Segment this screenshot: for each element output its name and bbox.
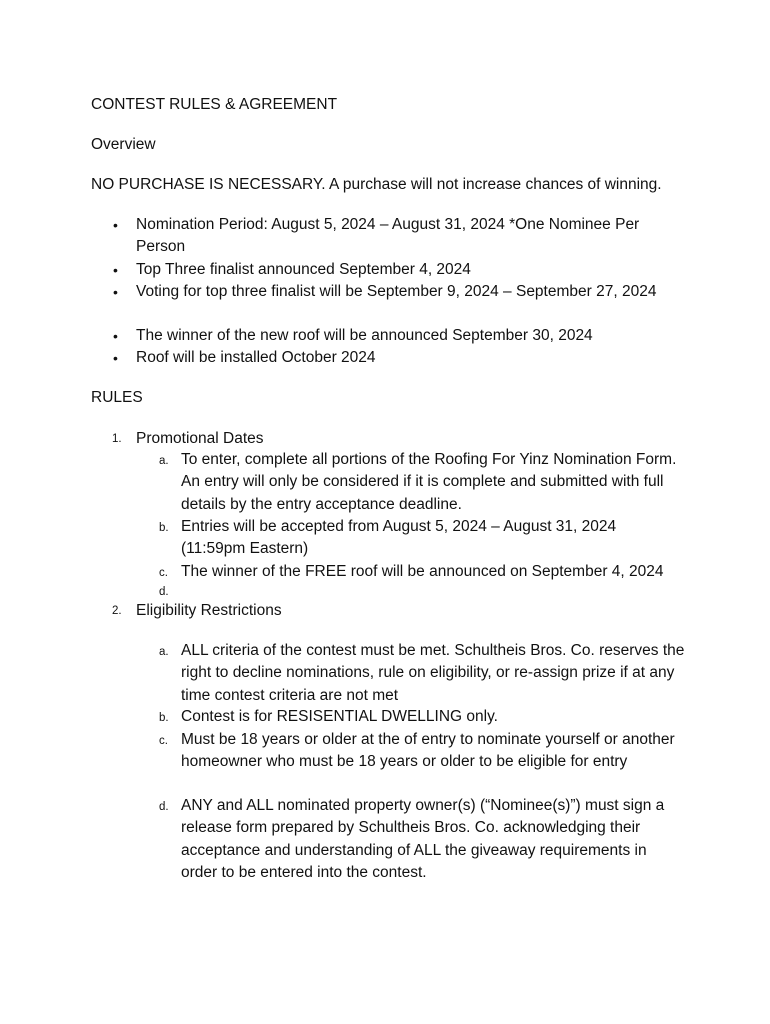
item-marker: b. (159, 522, 169, 534)
rule-item-text: Entries will be accepted from August 5, 2024 – August 31, 2024 (11:59pm Eastern) (181, 518, 617, 558)
bullet-icon: • (113, 217, 118, 233)
list-item-text: Voting for top three finalist will be September 9, 2024 – September 27, 2024 (136, 283, 657, 300)
item-marker: c. (159, 735, 168, 747)
rule-item-text: The winner of the FREE roof will be announced on September 4, 2024 (181, 563, 664, 580)
item-marker: b. (159, 712, 169, 724)
bullet-icon: • (113, 328, 118, 344)
section-number: 2. (112, 605, 122, 617)
item-marker: c. (159, 567, 168, 579)
list-item-text: Top Three finalist announced September 4, 2024 (136, 261, 471, 278)
item-marker: d. (159, 586, 169, 598)
section-title: Eligibility Restrictions (136, 602, 282, 619)
rule-item-text: To enter, complete all portions of the Roofing For Yinz Nomination Form. An entry will only be considered if it is complete and submitted with full details by the entry acceptance deadline. (181, 451, 677, 513)
bullet-icon: • (113, 262, 118, 278)
section-number: 1. (112, 433, 122, 445)
item-marker: d. (159, 801, 169, 813)
list-item-text: The winner of the new roof will be announced September 30, 2024 (136, 327, 593, 344)
item-marker: a. (159, 455, 169, 467)
item-marker: a. (159, 646, 169, 658)
bullet-icon: • (113, 350, 118, 366)
list-item-text: Roof will be installed October 2024 (136, 349, 376, 366)
list-item-text: Nomination Period: August 5, 2024 – August 31, 2024 *One Nominee Per Person (136, 216, 640, 256)
rules-heading: RULES (91, 389, 143, 406)
document-title: CONTEST RULES & AGREEMENT (91, 96, 338, 113)
no-purchase-statement: NO PURCHASE IS NECESSARY. A purchase will not increase chances of winning. (91, 176, 662, 193)
rule-item-text: ANY and ALL nominated property owner(s) (“Nominee(s)”) must sign a release form prepared by Schultheis Bros. Co. acknowledging their acceptance and understanding of ALL the giveaway requirements in order to be entered into the contest. (181, 797, 665, 882)
rule-item-text: Must be 18 years or older at the of entry to nominate yourself or another homeowner who must be 18 years or older to be eligible for entry (181, 731, 675, 771)
rule-item-text: Contest is for RESISENTIAL DWELLING only. (181, 708, 498, 725)
overview-heading: Overview (91, 136, 156, 153)
rule-item-text: ALL criteria of the contest must be met. Schultheis Bros. Co. reserves the right to decline nominations, rule on eligibility, or re-assign prize if at any time contest criteria are not met (181, 642, 685, 704)
bullet-icon: • (113, 284, 118, 300)
section-title: Promotional Dates (136, 430, 264, 447)
